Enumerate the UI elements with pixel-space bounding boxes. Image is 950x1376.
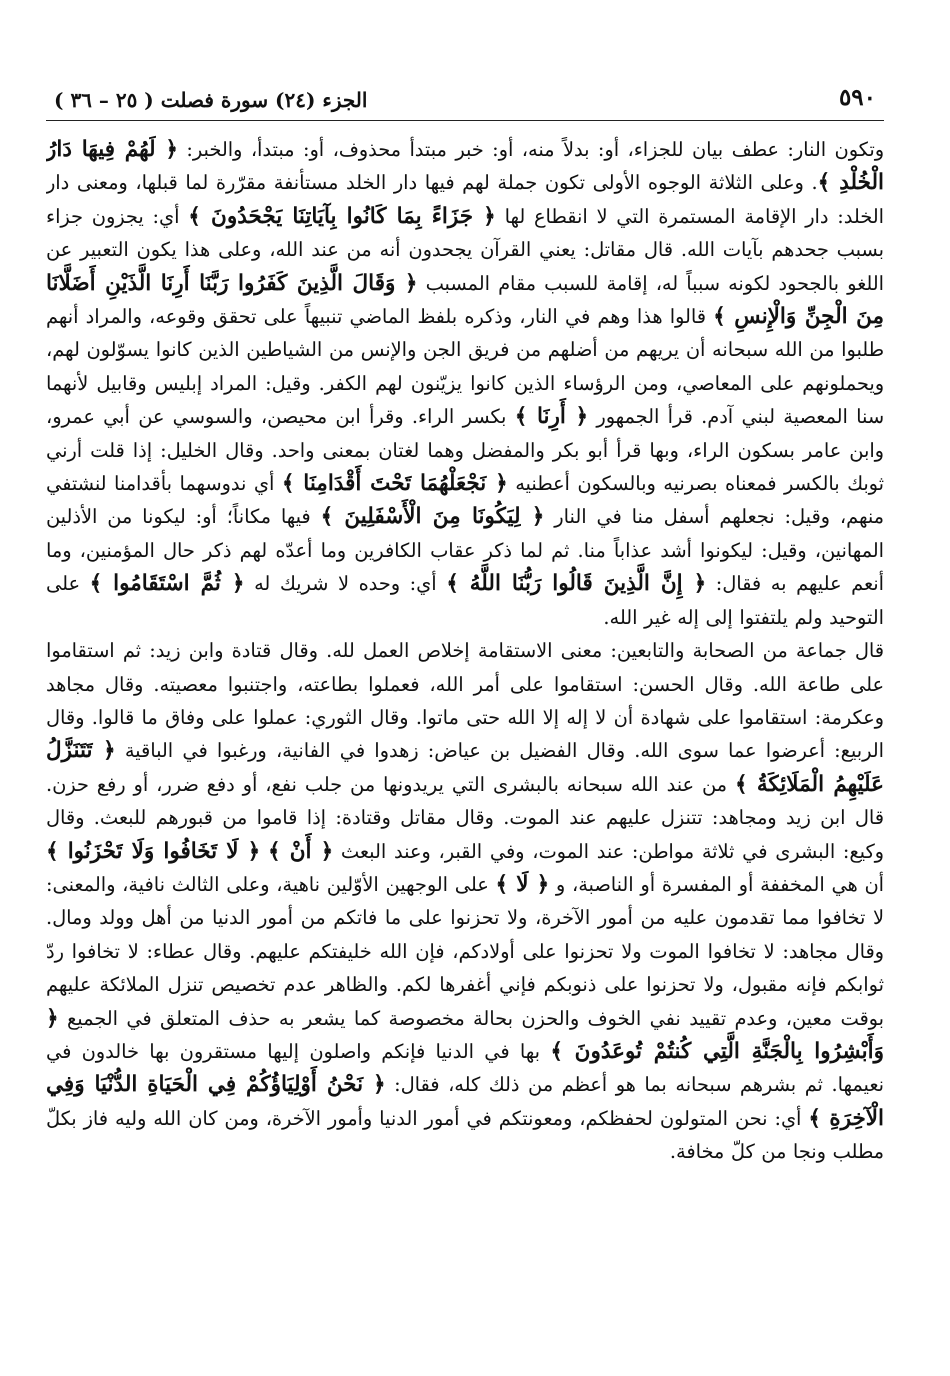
commentary-text: أي: يجزون جزاء بسبب جحدهم بآيات الله. قال مقاتل: يعني القرآن يجحدون أنه من عند الله، وعلى هذا يكون التعبير عن اللغو بالجحود لكونه سبباً له، إقامة للسبب مقام المسبب: [46, 204, 884, 295]
running-header: [46, 78, 884, 121]
quran-quote: ﴿ نَجْعَلْهُمَا تَحْتَ أَقْدَامِنَا ﴾: [281, 471, 508, 497]
page-number: ٥٩٠: [838, 84, 876, 111]
quran-quote: ﴿ لَا تَخَافُوا وَلَا تَحْزَنُوا ﴾: [46, 838, 261, 864]
quran-quote: ﴿ أَنْ ﴾: [267, 838, 334, 864]
paragraph-1: [46, 133, 884, 634]
book-page: [46, 78, 884, 1308]
commentary-text: قالوا هذا وهم في النار، وذكره بلفظ الماضي تنبيهاً على تحقق وقوعه، والمراد أنهم طلبوا من الله سبحانه أن يريهم من أضلهم من فريق الجن والإنس من الشياطين الذين كانوا يسوّلون لهم، ويحملونهم على المعاصي، ومن الرؤساء الذين كانوا يزيّنون لهم الكفر. وقيل: المراد إبليس وقابيل لأنهما سنا المعصية لبني آدم. قرأ الجمهور: [46, 305, 884, 429]
commentary-text: . وعلى الثلاثة الوجوه الأولى تكون جملة لهم فيها دار الخلد مستأنفة مقرّرة لما قبلها، ومعنى دار الخلد: دار الإقامة المستمرة التي لا انقطاع لها: [46, 171, 884, 228]
header-title: الجزء (٢٤) سورة فصلت ( ٢٥ – ٣٦ ): [54, 88, 368, 112]
quran-quote: ﴿ تَتَنَزَّلُ عَلَيْهِمُ الْمَلَائِكَةُ ﴾: [46, 738, 884, 797]
commentary-text: أي ندوسهما بأقدامنا لنشتفي منهم، وقيل: نجعلهم أسفل منا في النار: [46, 472, 884, 529]
commentary-text: قال جماعة من الصحابة والتابعين: معنى الاستقامة إخلاص العمل لله. وقال قتادة وابن زيد: ثم استقاموا على طاعة الله. وقال الحسن: استقاموا على أمر الله، فعملوا بطاعته، واجتنبوا معصيته. وقال مجاهد وعكرمة: استقاموا على شهادة أن لا إله إلا الله حتى ماتوا. وقال الثوري: عملوا على وفاق ما قالوا. وقال الربيع: أعرضوا عما سوى الله. وقال الفضيل بن عياض: زهدوا في الفانية، ورغبوا في الباقية: [46, 639, 884, 763]
quran-quote: ﴿ وَقَالَ الَّذِينَ كَفَرُوا رَبَّنَا أَرِنَا الَّذَيْنِ أَضَلَّانَا مِنَ الْجِنِّ وَالْإِنسِ ﴾: [46, 270, 884, 330]
commentary-text: فيها مكاناً؛ أو: ليكونا من الأذلين المهانين، وقيل: ليكونوا أشد عذاباً منا. ثم لما ذكر عقاب الكافرين وما أعدّه لهم ذكر حال المؤمنين، وما أنعم عليهم به فقال:: [46, 505, 884, 596]
commentary-text: من عند الله سبحانه بالبشرى التي يريدونها من جلب نفع، أو دفع ضرر، أو رفع حزن. قال ابن زيد ومجاهد: تتنزل عليهم عند الموت. وقال مقاتل وقتادة: إذا قاموا من قبورهم للبعث. وقال وكيع: البشرى في ثلاثة مواطن: عند الموت، وفي القبر، وعند البعث: [46, 772, 884, 863]
commentary-text: بها في الدنيا فإنكم واصلون إليها مستقرون بها خالدون في نعيمها. ثم بشرهم سبحانه بما هو أعظم من ذلك كله، فقال:: [46, 1039, 884, 1097]
commentary-text: بكسر الراء. وقرأ ابن محيصن، والسوسي عن أبي عمرو، وابن عامر بسكون الراء، وبها قرأ أبو بكر والمفضل وهما لغتان بمعنى واحد. وقال الخليل: إذا قلت أرني ثوبك بالكسر فمعناه بصرنيه وبالسكون أعطنيه: [46, 405, 884, 496]
quran-quote: ﴿ ثُمَّ اسْتَقَامُوا ﴾: [89, 571, 245, 597]
commentary-text: أي: نحن المتولون لحفظكم، ومعونتكم في أمور الدنيا وأمور الآخرة، ومن كان الله وليه فاز بكلّ مطلب ونجا من كلّ مخافة.: [46, 1106, 884, 1164]
quran-quote: ﴿ جَزَاءً بِمَا كَانُوا بِآيَاتِنَا يَجْحَدُونَ ﴾: [188, 203, 496, 229]
commentary-text: أي: وحده لا شريك له: [244, 572, 447, 596]
quran-quote: ﴿ وَأَبْشِرُوا بِالْجَنَّةِ الَّتِي كُنتُمْ تُوعَدُونَ ﴾: [46, 1005, 884, 1064]
quran-quote: ﴿ لَهُمْ فِيهَا دَارُ الْخُلْدِ ﴾: [46, 137, 884, 196]
commentary-text: على الوجهين الأوّلين ناهية، وعلى الثالث نافية، والمعنى: لا تخافوا مما تقدمون عليه من أمور الآخرة، ولا تحزنوا على ما فاتكم من أمور الدنيا من أهل وولد ومال. وقال مجاهد: لا تخافوا الموت ولا تحزنوا على أولادكم، فإن الله خليفتكم عليهم. وقال عطاء: لا تخافوا ردّ ثوابكم فإنه مقبول، ولا تحزنوا على ذنوبكم فإني أغفرها لكم. والظاهر عدم تخصيص تنزل الملائكة عليهم بوقت معين، وعدم تقييد نفي الخوف والحزن بحالة مخصوصة كما يشعر به حذف المتعلق في الجميع: [46, 872, 884, 1030]
commentary-text: أن هي المخففة أو المفسرة أو الناصبة، و: [549, 872, 884, 896]
quran-quote: ﴿ لَا ﴾: [495, 871, 550, 897]
commentary-text: وتكون النار: عطف بيان للجزاء، أو: بدلاً منه، أو: خبر مبتدأ محذوف، أو: مبتدأ، والخبر:: [177, 138, 884, 161]
quran-quote: ﴿ إِنَّ الَّذِينَ قَالُوا رَبُّنَا اللَّهُ ﴾: [446, 571, 707, 597]
commentary-text: [260, 840, 268, 863]
quran-quote: ﴿ نَحْنُ أَوْلِيَاؤُكُمْ فِي الْحَيَاةِ الدُّنْيَا وَفِي الْآخِرَةِ ﴾: [46, 1072, 884, 1131]
quran-quote: ﴿ أَرِنَا ﴾: [514, 404, 589, 430]
body-text: [46, 133, 884, 1169]
paragraph-2: [46, 634, 884, 1169]
commentary-text: على التوحيد ولم يلتفتوا إلى إله غير الله.: [46, 572, 884, 629]
quran-quote: ﴿ لِيَكُونَا مِنَ الْأَسْفَلِينَ ﴾: [320, 504, 545, 530]
